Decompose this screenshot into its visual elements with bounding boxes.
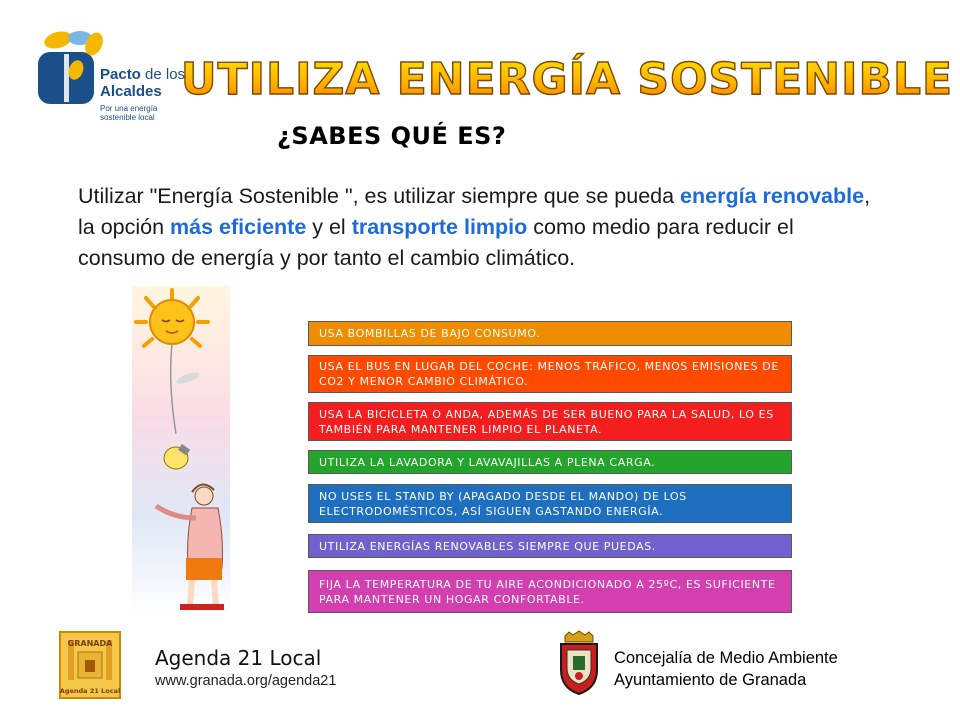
agenda-url: www.granada.org/agenda21	[155, 673, 337, 689]
tip-text: USA BOMBILLAS DE BAJO CONSUMO.	[319, 327, 541, 340]
intro-highlight-renewable: energía renovable	[680, 184, 865, 208]
tip-text: UTILIZA ENERGÍAS RENOVABLES SIEMPRE QUE PUEDAS.	[319, 539, 656, 553]
pacto-word: Pacto	[100, 66, 141, 83]
page-title	[180, 42, 954, 112]
intro-highlight-transport: transporte limpio	[351, 215, 528, 239]
page-title-text: UTILIZA ENERGÍA SOSTENIBLE	[180, 54, 954, 105]
intro-part2: , la opción	[78, 184, 871, 239]
subtitle: ¿SABES QUÉ ES?	[277, 122, 507, 150]
pacto-logo-tagline	[100, 104, 157, 122]
tip-item	[308, 321, 792, 346]
department-name: Concejalía de Medio Ambiente	[614, 649, 838, 667]
intro-part1: Utilizar "Energía Sostenible ", es utilizar siempre que se pueda	[78, 184, 681, 208]
tip-item	[308, 534, 792, 558]
sun-flower-illustration	[126, 286, 236, 616]
granada-crest-icon	[555, 630, 603, 696]
tip-text: FIJA LA TEMPERATURA DE TU AIRE ACONDICIONADO A 25ºC, ES SUFICIENTE PARA MANTENER UN HOGAR CONFORTABLE.	[319, 577, 776, 606]
tip-item	[308, 484, 792, 523]
tip-text: UTILIZA LA LAVADORA Y LAVAVAJILLAS A PLENA CARGA.	[319, 455, 656, 469]
pacto-rest: de los	[140, 66, 186, 83]
tip-item	[308, 450, 792, 474]
city-council-name: Ayuntamiento de Granada	[614, 671, 807, 689]
tip-item	[308, 402, 792, 441]
intro-part4: como medio para reducir el consumo de energía y por tanto el cambio climático.	[78, 215, 794, 270]
pacto-sub1: Por una energía	[100, 104, 158, 113]
agenda-title: Agenda 21 Local	[155, 646, 322, 670]
tip-text: NO USES EL STAND BY (APAGADO DESDE EL MANDO) DE LOS ELECTRODOMÉSTICOS, ASÍ SIGUEN GASTANDO ENERGÍA.	[319, 489, 687, 518]
intro-highlight-efficient: más eficiente	[170, 215, 307, 239]
agenda-logo-top-text: GRANADA	[67, 639, 113, 648]
pacto-logo-name	[100, 66, 185, 100]
pacto-sub2: sostenible local	[100, 113, 155, 122]
intro-part3: y el	[306, 215, 352, 239]
tip-text: USA EL BUS EN LUGAR DEL COCHE: MENOS TRÁFICO, MENOS EMISIONES DE CO2 Y MENOR CAMBIO CLIMÁTICO.	[319, 360, 779, 388]
agenda21-logo-icon	[58, 630, 122, 700]
intro-paragraph	[78, 181, 878, 274]
tip-item	[308, 355, 792, 393]
agenda-logo-bottom-text: Agenda 21 Local	[59, 687, 121, 695]
tip-text: USA LA BICICLETA O ANDA, ADEMÁS DE SER BUENO PARA LA SALUD, LO ES TAMBIÉN PARA MANTENER LIMPIO EL PLANETA.	[319, 407, 774, 436]
pacto-line2: Alcaldes	[100, 83, 162, 100]
tip-item	[308, 570, 792, 613]
